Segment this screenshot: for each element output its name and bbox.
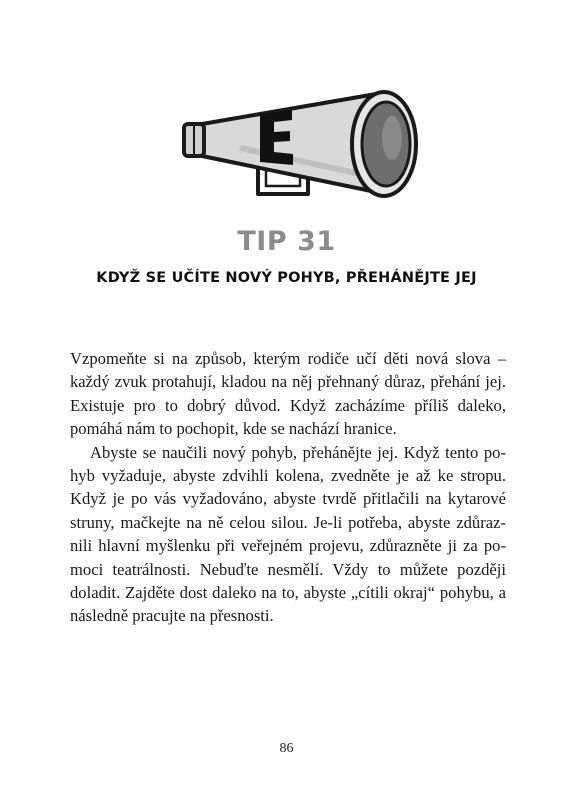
- page-number: 86: [279, 741, 294, 756]
- megaphone-icon: [180, 88, 440, 208]
- body-text: [70, 347, 506, 628]
- paragraph-2: Abyste se naučili nový pohyb, přehánějte jej. Když tento pohyb vyžaduje, abyste zdvihli kolena, zvedněte je až ke stropu. Když je po vás vyžadováno, abyste tvrdě přitlačili na kytarové struny, mačkejte na ně celou silou. Je-li potřeba, abyste zdůraznili hlavní myšlenku při veřejném projevu, zdůrazněte ji za pomoci teatrálnosti. Nebuďte nesmělí. Vždy to můžete později doladit. Zajděte dost daleko na to, abyste „cítili okraj“ pohybu, a následně pracujte na přesnosti.: [70, 442, 506, 626]
- tip-number: TIP 31: [237, 226, 336, 257]
- tip-title: KDYŽ SE UČÍTE NOVÝ POHYB, PŘEHÁNĚJTE JEJ: [96, 270, 477, 286]
- paragraph-1: Vzpomeňte si na způsob, kterým rodiče učí děti nová slova – každý zvuk protahují, kladou na něj přehnaný důraz, přehání jej. Existuje pro to dobrý důvod. Když zacházíme příliš daleko, pomáhá nám to pochopit, kde se nachází hranice.: [70, 349, 506, 439]
- megaphone-letter-e: [260, 110, 293, 165]
